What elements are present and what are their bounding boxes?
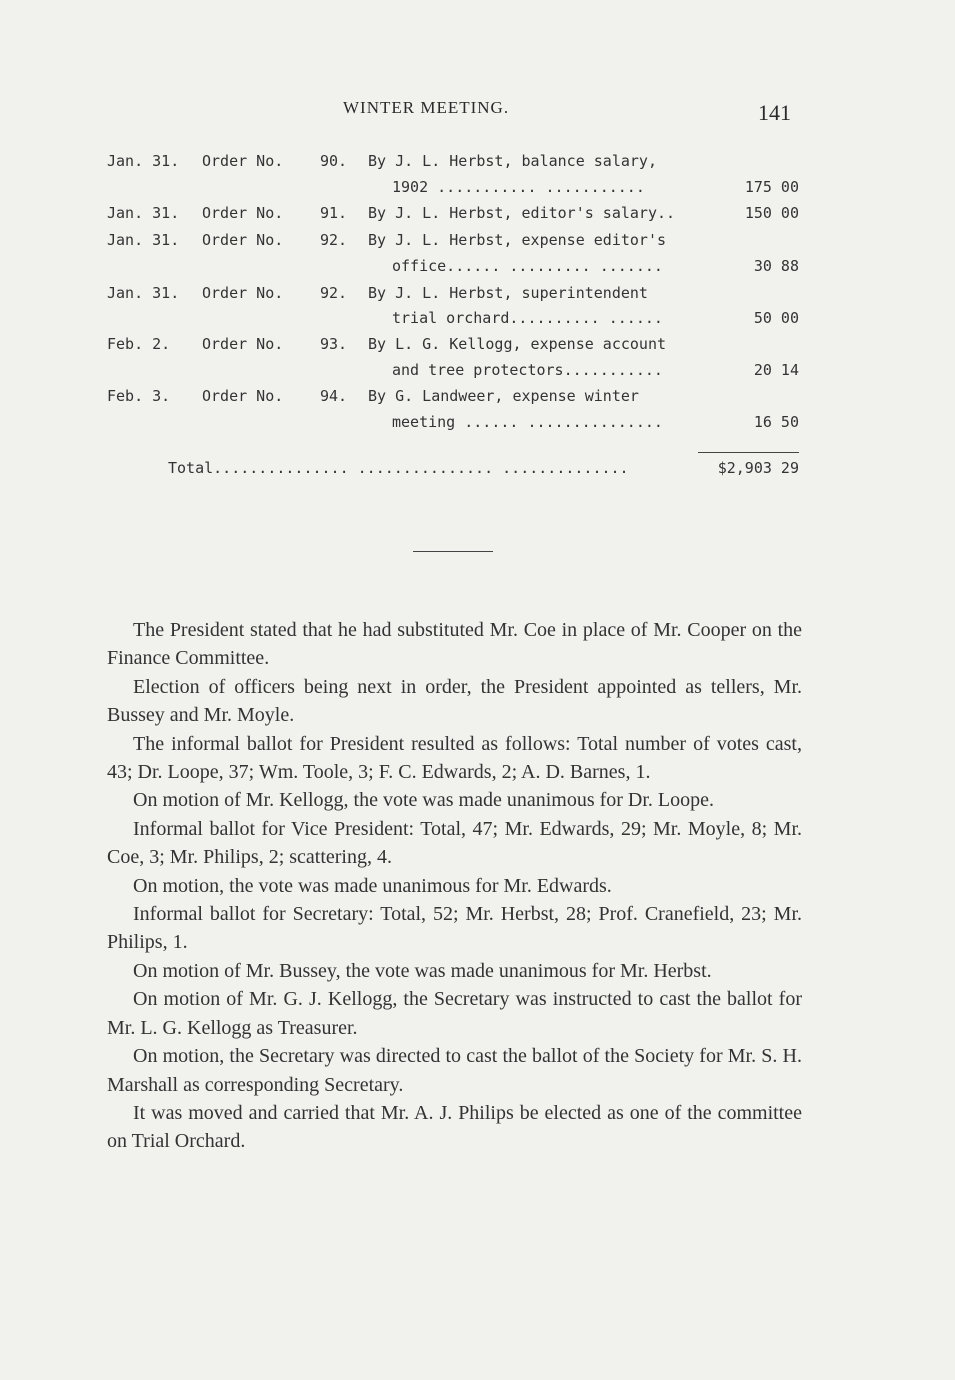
order-number: 93. [320,335,348,353]
entry-amount: 150 00 [744,204,799,222]
entry-description: By L. G. Kellogg, expense account [368,335,667,353]
entry-amount: 16 50 [753,413,799,431]
order-label: Order No. [202,284,284,302]
running-head: WINTER MEETING. [343,98,510,117]
minutes-paragraph: On motion of Mr. Bussey, the vote was made unanimous for Mr. Herbst. [133,959,712,982]
entry-description-continued: and tree protectors........... [392,361,663,379]
entry-date: Jan. 31. [107,152,180,170]
minutes-paragraph: On motion of Mr. Kellogg, the vote was made unanimous for Dr. Loope. [133,789,715,812]
entry-amount: 20 14 [753,361,799,379]
entry-date: Feb. 3. [107,387,171,405]
entry-date: Feb. 2. [107,335,171,353]
order-label: Order No. [202,204,284,222]
total-label: Total............... ............... .............. [168,459,629,477]
minutes-paragraph: On motion of Mr. G. J. Kellogg, the Secretary was instructed to cast the ballot for Mr. L. G. Kellogg as Treasurer. [107,988,802,1039]
order-label: Order No. [202,152,284,170]
entry-description-continued: office...... ......... ....... [392,257,663,275]
minutes-paragraph: It was moved and carried that Mr. A. J. Philips be elected as one of the committee on Trial Orchard. [107,1101,802,1153]
sum-rule [698,452,799,453]
entry-description-continued: trial orchard.......... ...... [392,309,663,327]
minutes-paragraph: The President stated that he had substituted Mr. Coe in place of Mr. Cooper on the Finance Committee. [107,619,802,670]
entry-date: Jan. 31. [107,284,180,302]
minutes-paragraph: Informal ballot for Secretary: Total, 52; Mr. Herbst, 28; Prof. Cranefield, 23; Mr. Philips, 1. [107,903,802,954]
entry-amount: 175 00 [744,178,799,196]
order-label: Order No. [202,335,284,353]
order-number: 92. [320,231,348,249]
entry-description-continued: meeting ...... ............... [392,413,663,431]
section-divider [413,551,493,552]
total-amount: $2,903 29 [717,459,799,477]
order-number: 94. [320,387,348,405]
order-label: Order No. [202,231,284,249]
order-number: 92. [320,284,348,302]
minutes-paragraph: The informal ballot for President resulted as follows: Total number of votes cast, 43; Dr. Loope, 37; Wm. Toole, 3; F. C. Edwards, 2; A. D. Barnes, 1. [107,732,802,784]
entry-date: Jan. 31. [107,204,180,222]
order-label: Order No. [202,387,284,405]
minutes-paragraph: Informal ballot for Vice President: Total, 47; Mr. Edwards, 29; Mr. Moyle, 8; Mr. Coe, 3; Mr. Philips, 2; scattering, 4. [107,817,802,869]
entry-description: By J. L. Herbst, editor's salary.. [368,204,676,222]
meeting-minutes [107,616,802,1156]
minutes-paragraph: On motion, the Secretary was directed to cast the ballot of the Society for Mr. S. H. Marshall as corresponding Secretary. [107,1045,802,1096]
entry-description: By J. L. Herbst, superintendent [368,284,648,302]
entry-description-continued: 1902 ........... ........... [392,178,645,196]
entry-amount: 50 00 [753,309,799,327]
entry-amount: 30 88 [753,257,799,275]
entry-date: Jan. 31. [107,231,180,249]
entry-description: By J. L. Herbst, expense editor's [368,231,667,249]
entry-description: By J. L. Herbst, balance salary, [368,152,657,170]
page-number: 141 [758,100,791,125]
order-number: 91. [320,204,348,222]
entry-description: By G. Landweer, expense winter [368,387,639,405]
minutes-paragraph: Election of officers being next in order, the President appointed as tellers, Mr. Bussey and Mr. Moyle. [107,675,802,727]
minutes-paragraph: On motion, the vote was made unanimous for Mr. Edwards. [133,874,612,897]
order-number: 90. [320,152,348,170]
